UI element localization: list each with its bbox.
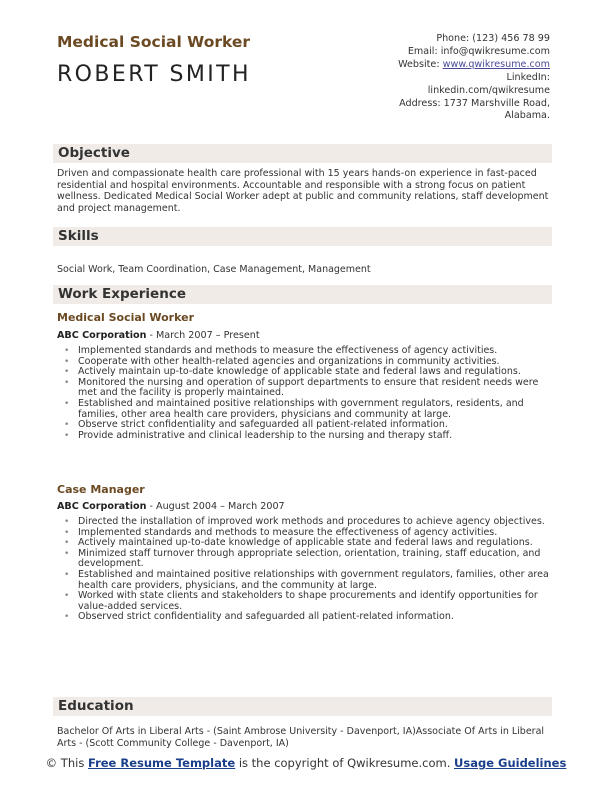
bullet-icon: • xyxy=(64,569,70,580)
skills-text: Social Work, Team Coordination, Case Management, Management xyxy=(57,264,371,275)
work-section-header xyxy=(53,285,552,304)
job-1-company: ABC Corporation xyxy=(57,330,147,341)
contact-website-label: Website: xyxy=(398,58,443,70)
footer-prefix: © This xyxy=(45,756,88,770)
job-1-bullets xyxy=(64,346,550,441)
bullet-icon: • xyxy=(64,398,70,409)
bullet-icon: • xyxy=(64,356,70,367)
usage-guidelines-link[interactable]: Usage Guidelines xyxy=(454,756,567,770)
skills-heading: Skills xyxy=(58,228,99,244)
list-item: • Directed the installation of improved work methods and procedures to achieve agency objectives. xyxy=(64,516,545,527)
list-item: • Provide administrative and clinical leadership to the nursing and therapy staff. xyxy=(64,429,453,441)
list-item: • Monitored the nursing and operation of support departments to ensure that resident needs were met and the facility is properly maintained. xyxy=(64,376,539,399)
bullet-icon: • xyxy=(64,367,70,378)
bullet-icon: • xyxy=(64,591,70,602)
bullet-icon: • xyxy=(64,346,70,356)
list-item: • Established and maintained positive relationships with government regulators, families, other area health care providers, physicians, and the community at large. xyxy=(64,568,549,591)
bullet-icon: • xyxy=(64,527,70,538)
job-2-title: Case Manager xyxy=(57,483,145,496)
footer-middle: is the copyright of Qwikresume.com. xyxy=(235,756,455,770)
work-heading: Work Experience xyxy=(58,286,186,302)
list-item: • Observe strict confidentiality and safeguarded all patient-related information. xyxy=(64,419,448,431)
education-text: Bachelor Of Arts in Liberal Arts - (Saint Ambrose University - Davenport, IA)Associate Of Arts in Liberal Arts - (Scott Community College - Davenport, IA) xyxy=(57,726,545,749)
objective-text: Driven and compassionate health care professional with 15 years hands-on experience in fast-paced residential and hospital environments. Accountable and responsible with a strong focus on patient wellness. Dedicated Medical Social Worker adept at public and community relations, staff development and project management. xyxy=(57,168,549,215)
job-2-dates: - August 2004 – March 2007 xyxy=(146,501,285,512)
job-1-dates: - March 2007 – Present xyxy=(146,330,260,341)
list-item: • Worked with state clients and stakeholders to shape procurements and identify opportunities for value-added services. xyxy=(64,590,538,612)
contact-linkedin-url: linkedin.com/qwikresume xyxy=(427,84,550,96)
contact-linkedin-label: LinkedIn: xyxy=(506,71,550,83)
objective-heading: Objective xyxy=(58,145,130,161)
list-item: • Actively maintain up-to-date knowledge of applicable state and federal laws and regulations. xyxy=(64,366,521,378)
bullet-icon: • xyxy=(64,548,70,559)
list-item: • Implemented standards and methods to measure the effectiveness of agency activities. xyxy=(64,345,498,356)
bullet-icon: • xyxy=(64,420,70,431)
list-item: • Minimized staff turnover through appropriate selection, orientation, training, staff education, and development. xyxy=(64,547,541,570)
bullet-icon: • xyxy=(64,517,70,527)
list-item: • Cooperate with other health-related agencies and organizations in community activities. xyxy=(64,355,500,367)
footer xyxy=(0,757,612,770)
list-item: • Actively maintained up-to-date knowledge of applicable state and federal laws and regulations. xyxy=(64,537,533,549)
bullet-icon: • xyxy=(64,612,70,623)
job-2-bullets xyxy=(64,517,550,623)
job-2-company: ABC Corporation xyxy=(57,501,147,512)
candidate-name: ROBERT SMITH xyxy=(57,62,251,87)
objective-section-header xyxy=(53,144,552,163)
contact-phone: Phone: (123) 456 78 99 xyxy=(436,33,550,44)
free-resume-template-link[interactable]: Free Resume Template xyxy=(87,756,236,770)
list-item: • Observed strict confidentiality and safeguarded all patient-related information. xyxy=(64,611,454,623)
contact-block xyxy=(300,33,550,123)
job-1-title: Medical Social Worker xyxy=(57,311,195,324)
list-item: • Established and maintained positive relationships with government regulators, residents, and families, other area health care providers, physicians and community at large. xyxy=(64,397,524,420)
job-2-company-line xyxy=(57,501,285,512)
contact-email: Email: info@qwikresume.com xyxy=(407,45,550,57)
job-title: Medical Social Worker xyxy=(57,33,251,51)
education-heading: Education xyxy=(58,698,134,714)
contact-address-line2: Alabama. xyxy=(504,110,550,122)
contact-address-line1: Address: 1737 Marshville Road, xyxy=(399,97,550,109)
list-item: • Implemented standards and methods to measure the effectiveness of agency activities. xyxy=(64,526,498,538)
bullet-icon: • xyxy=(64,377,70,388)
education-section-header xyxy=(53,697,552,716)
contact-website-row xyxy=(300,59,550,72)
bullet-icon: • xyxy=(64,430,70,441)
bullet-icon: • xyxy=(64,538,70,549)
job-1-company-line xyxy=(57,330,260,341)
skills-section-header xyxy=(53,227,552,246)
website-link[interactable]: www.qwikresume.com xyxy=(442,58,550,70)
